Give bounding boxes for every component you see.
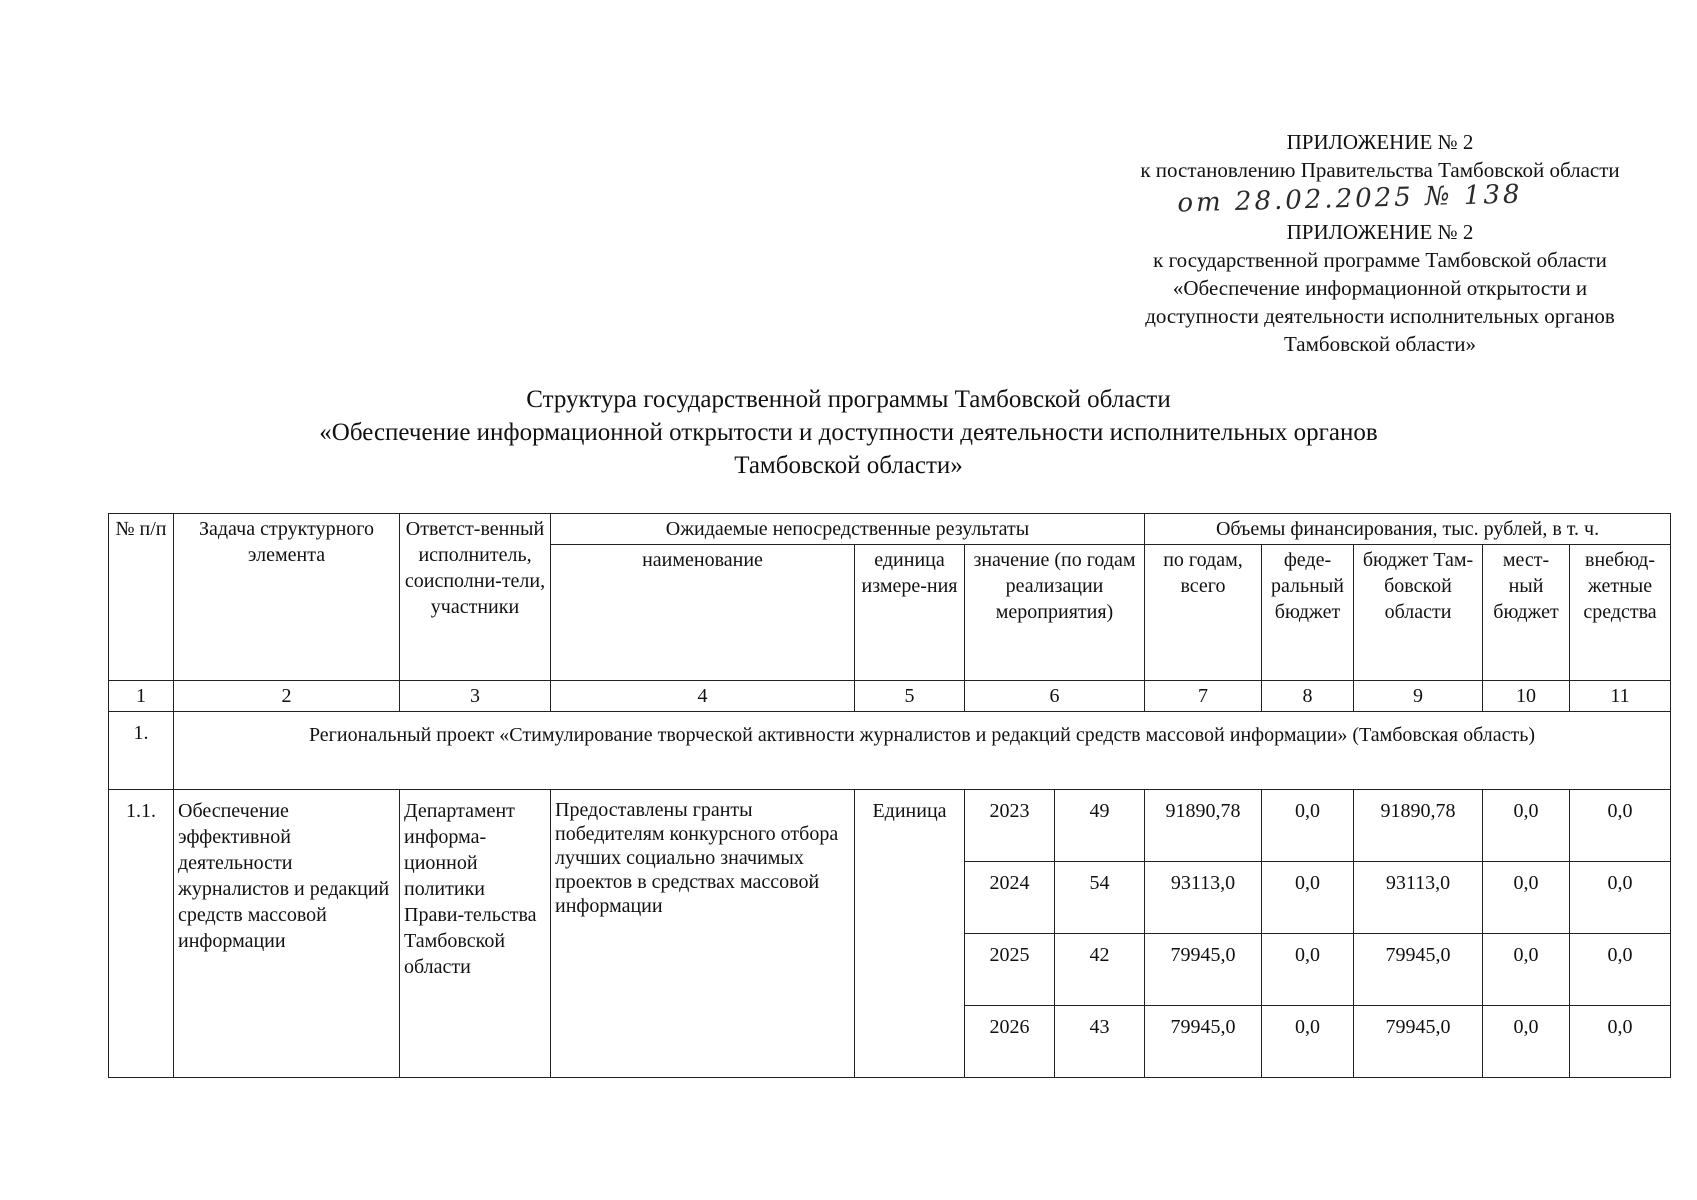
total-cell: 93113,0	[1145, 862, 1262, 934]
column-number: 11	[1570, 681, 1671, 712]
program-reference-line: «Обеспечение информационной открытости и	[1172, 276, 1588, 300]
program-structure-table	[108, 513, 1671, 1078]
title-line: Структура государственной программы Тамбовской области	[526, 386, 1171, 413]
local-cell: 0,0	[1483, 862, 1570, 934]
federal-cell: 0,0	[1262, 1006, 1354, 1078]
regional-cell: 93113,0	[1354, 862, 1483, 934]
header-expected-results: Ожидаемые непосредственные результаты	[551, 514, 1145, 545]
unit-of-measure: Единица	[855, 790, 965, 1078]
result-value-cell: 54	[1055, 862, 1145, 934]
result-value-cell: 49	[1055, 790, 1145, 862]
program-reference-line: Тамбовской области»	[1283, 332, 1477, 356]
expected-result: Предоставлены гранты победителям конкурсного отбора лучших социально значимых проектов в средствах массовой информации	[551, 790, 855, 1078]
total-cell: 91890,78	[1145, 790, 1262, 862]
header-extra-budget: внебюд-жетные средства	[1570, 545, 1671, 681]
attachment-label-1: ПРИЛОЖЕНИЕ № 2	[1286, 130, 1474, 154]
responsible-executor: Департамент информа-ционной политики Прави-тельства Тамбовской области	[400, 790, 551, 1078]
column-number: 7	[1145, 681, 1262, 712]
federal-cell: 0,0	[1262, 790, 1354, 862]
attachment-header	[1080, 128, 1680, 358]
header-number: № п/п	[109, 514, 174, 681]
column-number: 3	[400, 681, 551, 712]
handwritten-date-number: от 28.02.2025 № 138	[1177, 179, 1523, 219]
extra-budget-cell: 0,0	[1570, 934, 1671, 1006]
project-title: Региональный проект «Стимулирование творческой активности журналистов и редакций средств массовой информации» (Тамбовская область)	[174, 712, 1671, 790]
title-line: Тамбовской области»	[734, 452, 963, 479]
extra-budget-cell: 0,0	[1570, 790, 1671, 862]
header-federal-budget: феде-ральный бюджет	[1262, 545, 1354, 681]
year-cell: 2025	[965, 934, 1055, 1006]
document-title	[0, 383, 1697, 482]
header-task: Задача структурного элемента	[174, 514, 400, 681]
table-row	[109, 790, 1671, 862]
extra-budget-cell: 0,0	[1570, 862, 1671, 934]
result-value-cell: 42	[1055, 934, 1145, 1006]
column-number: 10	[1483, 681, 1570, 712]
column-number: 1	[109, 681, 174, 712]
header-value-by-year: значение (по годам реализации мероприятия)	[965, 545, 1145, 681]
header-responsible: Ответст-венный исполнитель, соисполни-тели, участники	[400, 514, 551, 681]
program-reference-line: доступности деятельности исполнительных органов	[1145, 304, 1615, 328]
title-line: «Обеспечение информационной открытости и доступности деятельности исполнительных органов	[319, 419, 1378, 446]
column-number: 9	[1354, 681, 1483, 712]
extra-budget-cell: 0,0	[1570, 1006, 1671, 1078]
column-number: 4	[551, 681, 855, 712]
attachment-label-2: ПРИЛОЖЕНИЕ № 2	[1286, 220, 1474, 244]
table-header-row	[109, 514, 1671, 545]
project-number: 1.	[109, 712, 174, 790]
result-value-cell: 43	[1055, 1006, 1145, 1078]
header-financing: Объемы финансирования, тыс. рублей, в т. ч.	[1145, 514, 1671, 545]
header-unit: единица измере-ния	[855, 545, 965, 681]
federal-cell: 0,0	[1262, 934, 1354, 1006]
header-result-name: наименование	[551, 545, 855, 681]
header-local-budget: мест-ный бюджет	[1483, 545, 1570, 681]
column-number: 5	[855, 681, 965, 712]
program-reference-line: к государственной программе Тамбовской области	[1153, 248, 1607, 272]
local-cell: 0,0	[1483, 1006, 1570, 1078]
column-number: 2	[174, 681, 400, 712]
column-number: 6	[965, 681, 1145, 712]
total-cell: 79945,0	[1145, 934, 1262, 1006]
task-description: Обеспечение эффективной деятельности журналистов и редакций средств массовой информации	[174, 790, 400, 1078]
decree-reference: к постановлению Правительства Тамбовской области	[1140, 158, 1620, 182]
row-number: 1.1.	[109, 790, 174, 1078]
local-cell: 0,0	[1483, 790, 1570, 862]
year-cell: 2026	[965, 1006, 1055, 1078]
regional-cell: 79945,0	[1354, 934, 1483, 1006]
regional-cell: 79945,0	[1354, 1006, 1483, 1078]
column-number-row	[109, 681, 1671, 712]
column-number: 8	[1262, 681, 1354, 712]
year-cell: 2023	[965, 790, 1055, 862]
regional-project-row	[109, 712, 1671, 790]
header-regional-budget: бюджет Там-бовской области	[1354, 545, 1483, 681]
regional-cell: 91890,78	[1354, 790, 1483, 862]
local-cell: 0,0	[1483, 934, 1570, 1006]
federal-cell: 0,0	[1262, 862, 1354, 934]
header-total-by-year: по годам, всего	[1145, 545, 1262, 681]
year-cell: 2024	[965, 862, 1055, 934]
total-cell: 79945,0	[1145, 1006, 1262, 1078]
